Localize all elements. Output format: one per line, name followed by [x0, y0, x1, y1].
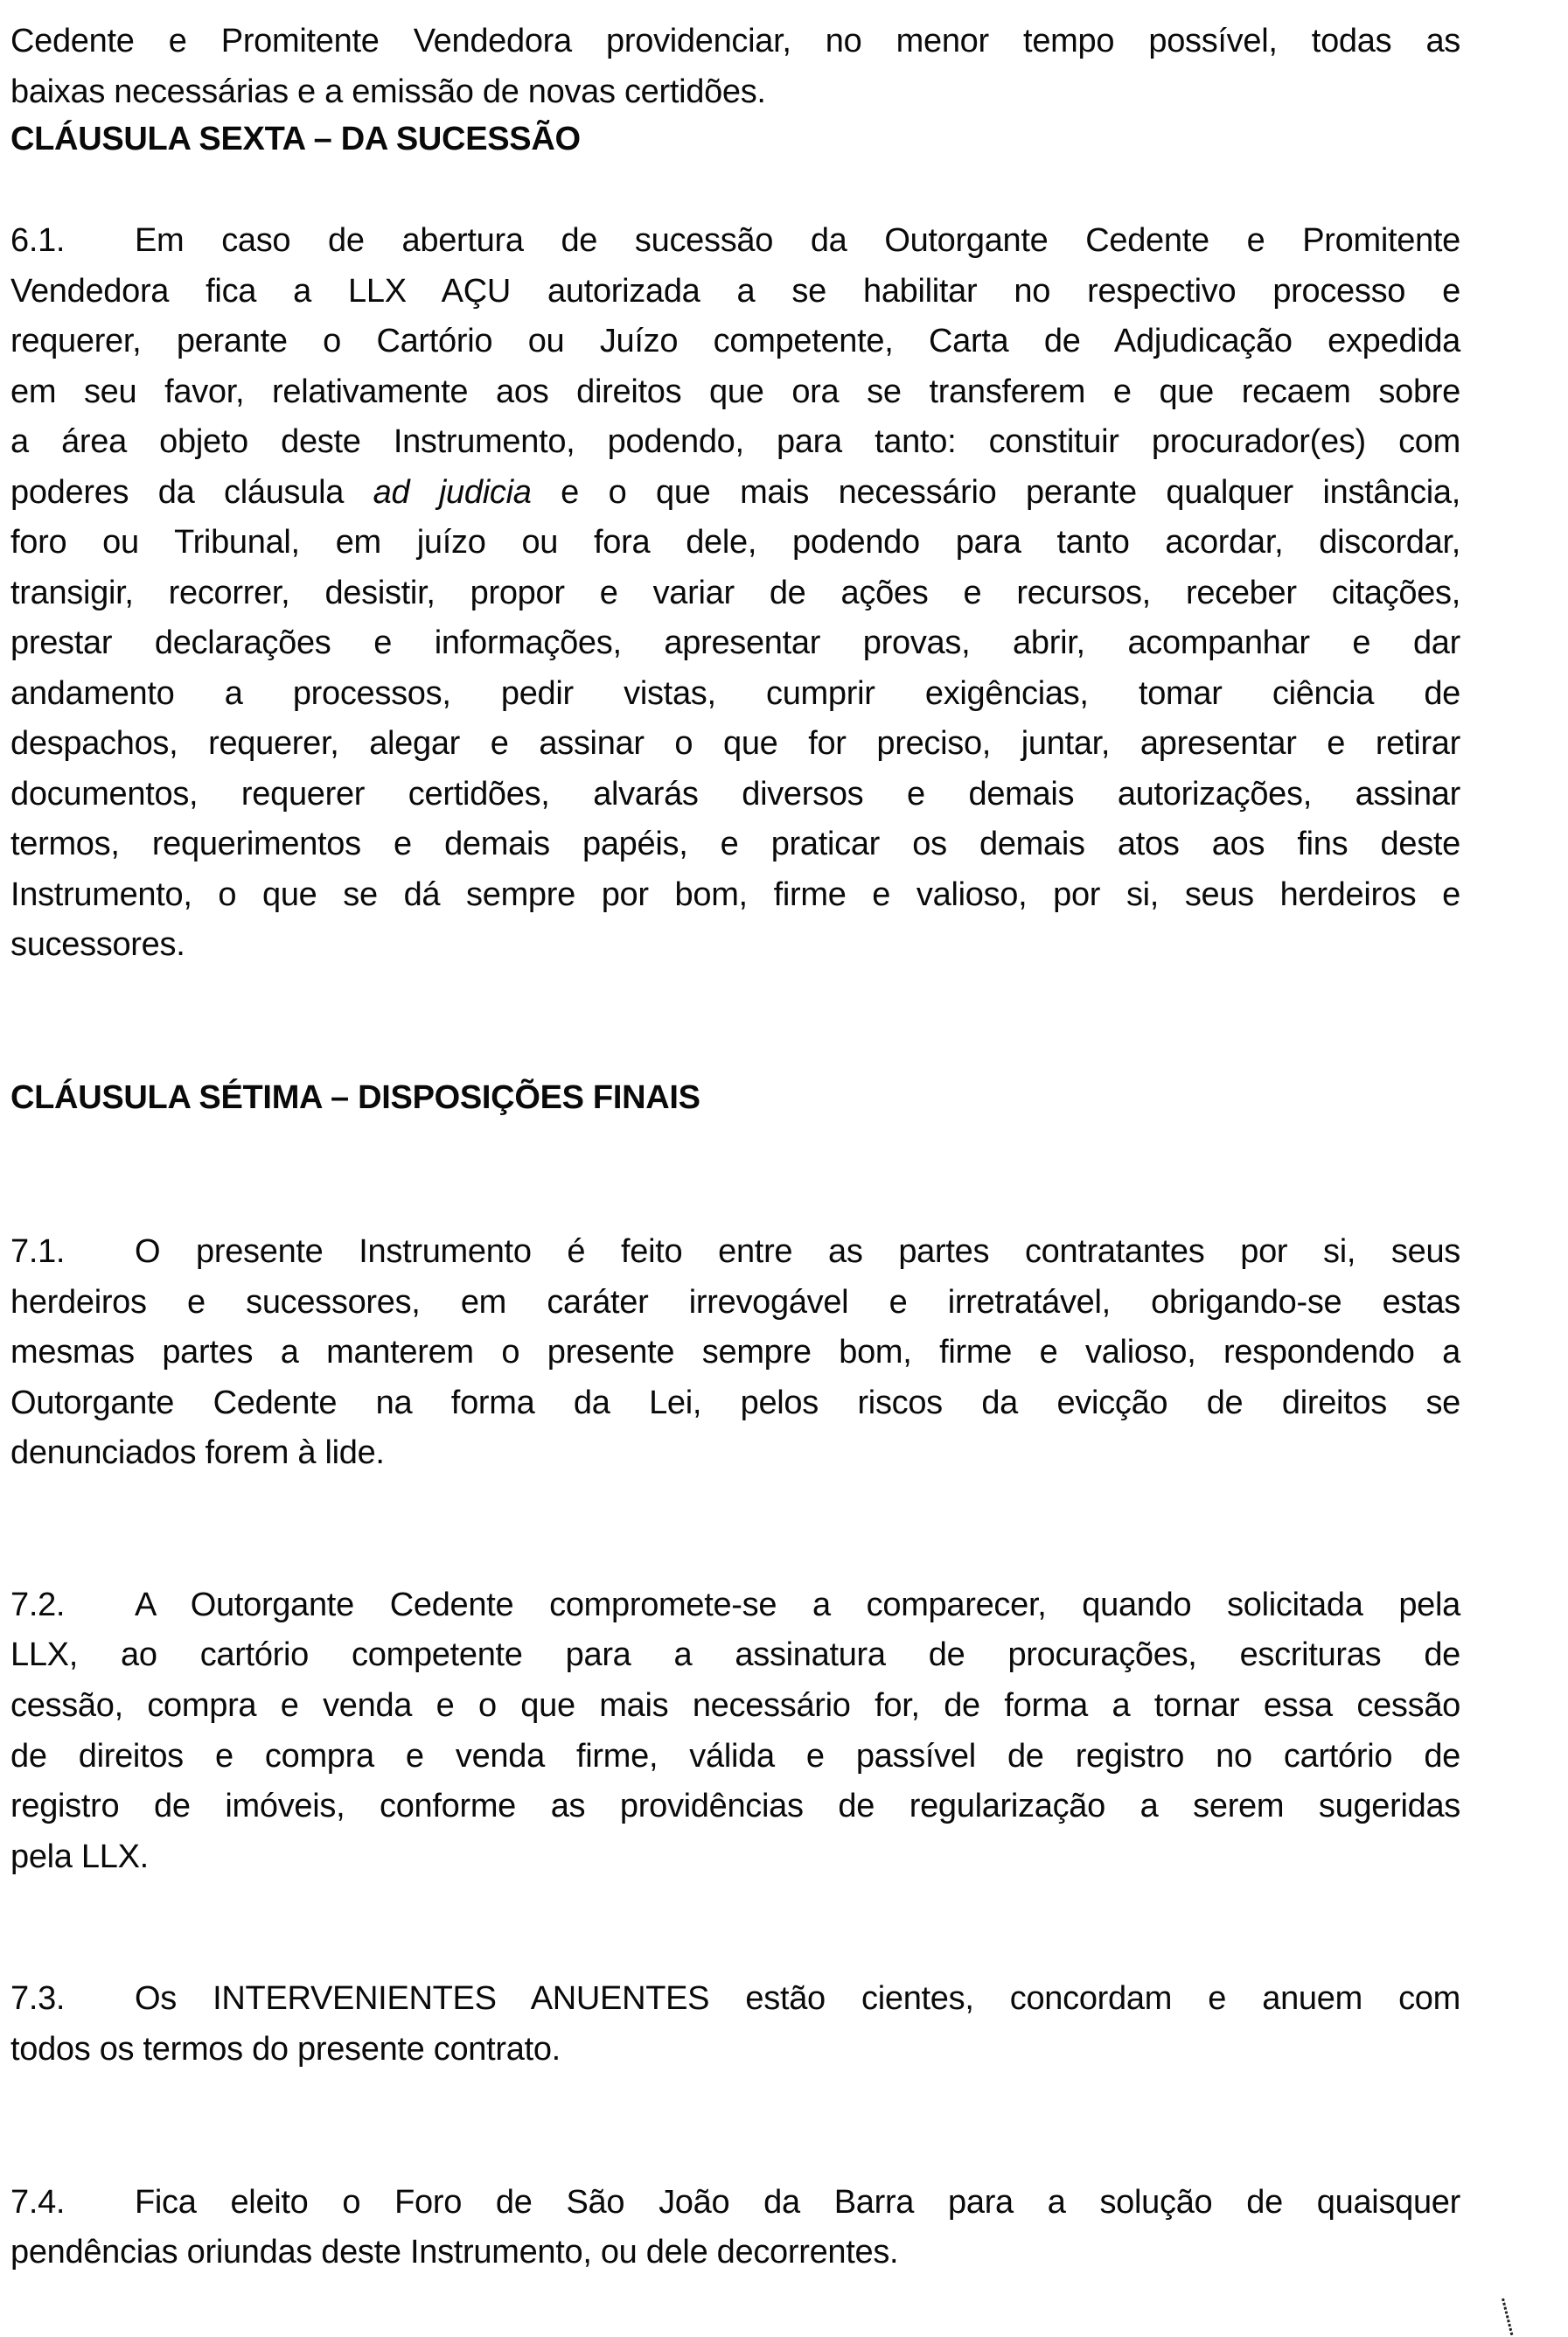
paragraph-first-line: [10, 1231, 1460, 1272]
text-segment: O presente Instrumento é feito entre as partes contratantes por si, seus: [135, 1233, 1460, 1270]
text-line: registro de imóveis, conforme as providências de regularização a serem sugeridas: [10, 1788, 1460, 1824]
text-line: mesmas partes a manterem o presente sempre bom, firme e valioso, respondendo a: [10, 1334, 1460, 1371]
text-segment: Fica eleito o Foro de São João da Barra para a solução de quaisquer: [135, 2184, 1460, 2221]
text-segment: Em caso de abertura de sucessão da Outorgante Cedente e Promitente: [135, 222, 1460, 259]
clause-heading: CLÁUSULA SÉTIMA – DISPOSIÇÕES FINAIS: [10, 1079, 700, 1116]
text-line: requerer, perante o Cartório ou Juízo competente, Carta de Adjudicação expedida: [10, 323, 1460, 359]
paragraph-first-line: [10, 220, 1460, 261]
paragraph-number: 7.2.: [10, 1587, 66, 1623]
paragraph-first-line: [10, 1585, 1460, 1625]
italic-term: ad judicia: [373, 474, 532, 511]
text-line: Outorgante Cedente na forma da Lei, pelos riscos da evicção de direitos se: [10, 1385, 1460, 1421]
text-line: Vendedora fica a LLX AÇU autorizada a se habilitar no respectivo processo e: [10, 273, 1460, 310]
text-line: Cedente e Promitente Vendedora providenciar, no menor tempo possível, todas as: [10, 23, 1460, 59]
paragraph-first-line: [10, 2182, 1460, 2222]
text-line: denunciados forem à lide.: [10, 1434, 385, 1471]
text-line: despachos, requerer, alegar e assinar o que for preciso, juntar, apresentar e retirar: [10, 725, 1460, 762]
text-segment: poderes da cláusula: [10, 474, 345, 511]
paragraph-number: 6.1.: [10, 222, 66, 259]
pen-stroke-mark: [1502, 2299, 1514, 2336]
text-line: prestar declarações e informações, apresentar provas, abrir, acompanhar e dar: [10, 624, 1460, 661]
paragraph-number: 7.3.: [10, 1980, 66, 2017]
text-line: documentos, requerer certidões, alvarás diversos e demais autorizações, assinar: [10, 776, 1460, 813]
text-line: de direitos e compra e venda firme, válida e passível de registro no cartório de: [10, 1738, 1460, 1775]
text-line: cessão, compra e venda e o que mais necessário for, de forma a tornar essa cessão: [10, 1687, 1460, 1724]
paragraph-number: 7.1.: [10, 1233, 66, 1270]
text-line: LLX, ao cartório competente para a assinatura de procurações, escrituras de: [10, 1636, 1460, 1673]
text-line: Instrumento, o que se dá sempre por bom, firme e valioso, por si, seus herdeiros e: [10, 876, 1460, 913]
text-line: sucessores.: [10, 926, 185, 963]
text-line: transigir, recorrer, desistir, propor e variar de ações e recursos, receber citações,: [10, 575, 1460, 611]
text-segment: Os INTERVENIENTES ANUENTES estão cientes, concordam e anuem com: [135, 1980, 1460, 2017]
text-line: foro ou Tribunal, em juízo ou fora dele, podendo para tanto acordar, discordar,: [10, 524, 1460, 561]
text-line: a área objeto deste Instrumento, podendo, para tanto: constituir procurador(es) com: [10, 423, 1460, 460]
text-line: andamento a processos, pedir vistas, cumprir exigências, tomar ciência de: [10, 675, 1460, 712]
paragraph-number: 7.4.: [10, 2184, 66, 2221]
document-page: [10, 0, 1460, 2337]
text-line: termos, requerimentos e demais papéis, e praticar os demais atos aos fins deste: [10, 826, 1460, 862]
text-line: [10, 472, 1460, 513]
text-line: herdeiros e sucessores, em caráter irrevogável e irretratável, obrigando-se estas: [10, 1284, 1460, 1321]
clause-heading: CLÁUSULA SEXTA – DA SUCESSÃO: [10, 121, 581, 157]
text-line: em seu favor, relativamente aos direitos que ora se transferem e que recaem sobre: [10, 373, 1460, 410]
text-line: pela LLX.: [10, 1838, 149, 1875]
text-segment: A Outorgante Cedente compromete-se a comparecer, quando solicitada pela: [135, 1587, 1460, 1623]
text-segment: e o que mais necessário perante qualquer instância,: [561, 474, 1461, 511]
text-line: baixas necessárias e a emissão de novas certidões.: [10, 73, 766, 110]
text-line: todos os termos do presente contrato.: [10, 2031, 561, 2068]
text-line: pendências oriundas deste Instrumento, ou dele decorrentes.: [10, 2234, 899, 2271]
paragraph-first-line: [10, 1978, 1460, 2019]
